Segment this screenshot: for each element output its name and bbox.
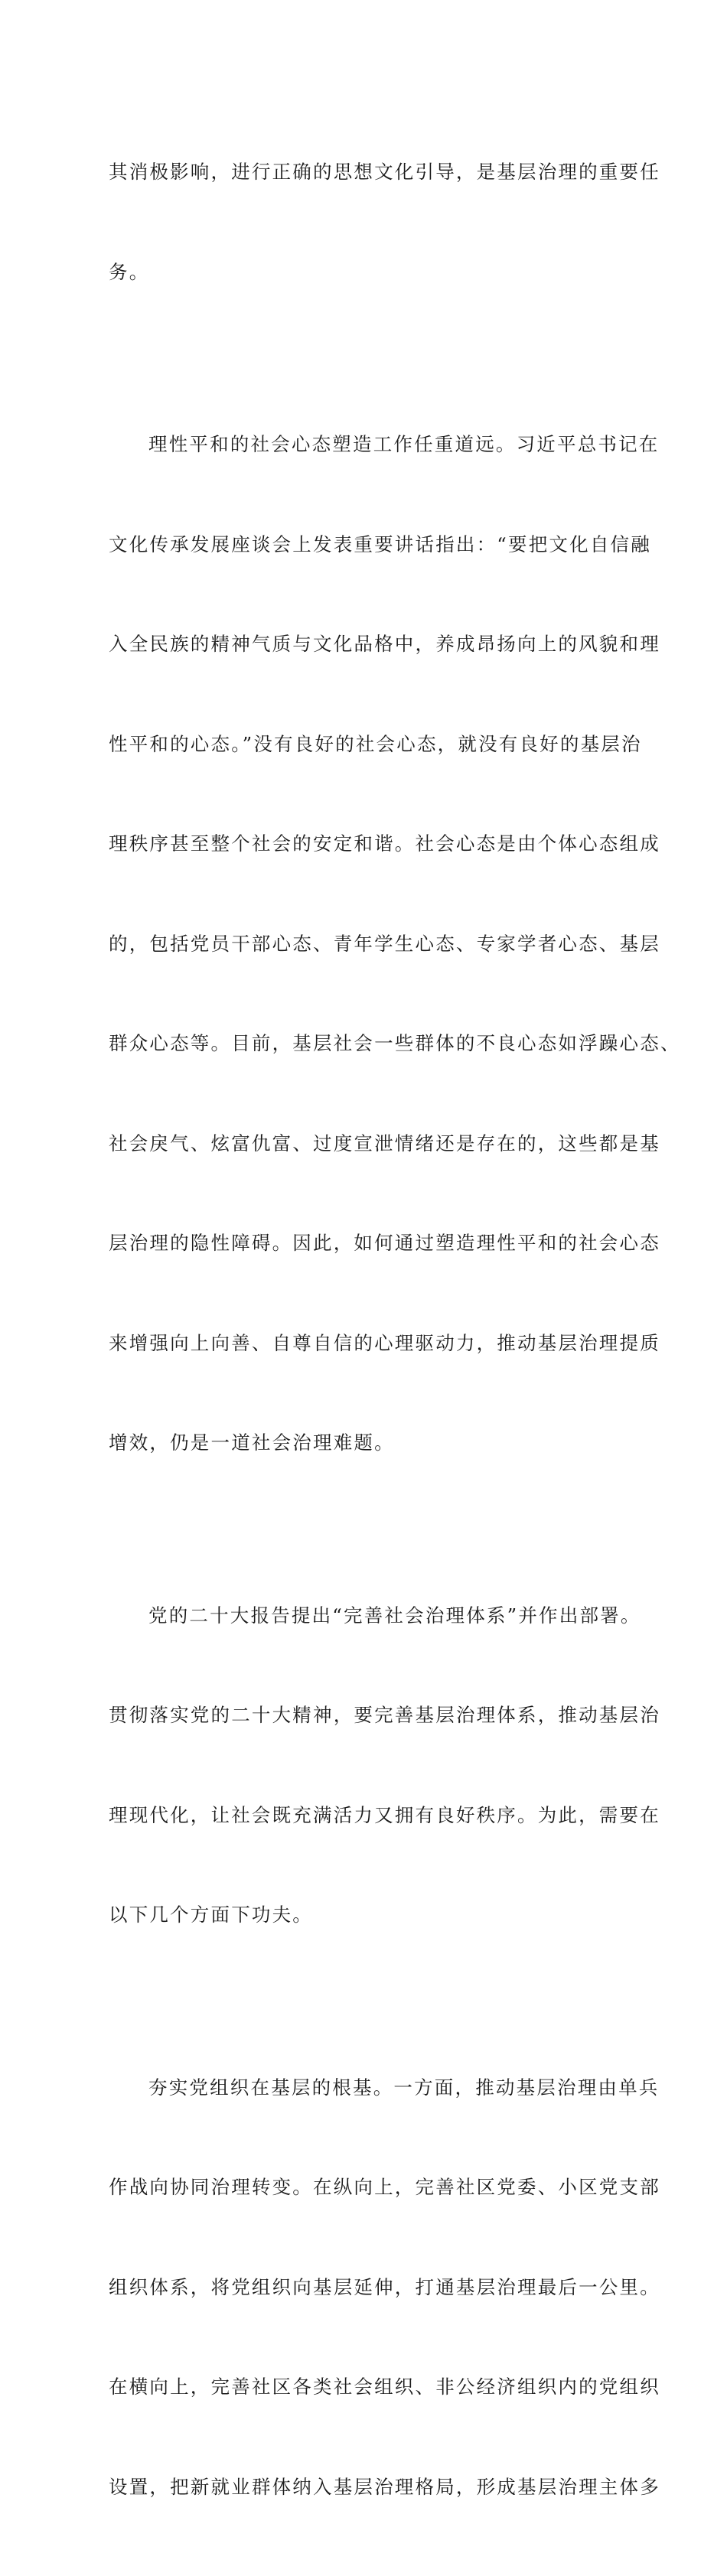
text-line: 层治理的隐性障碍。因此，如何通过塑造理性平和的社会心态 xyxy=(109,1232,660,1254)
text-line: 来增强向上向善、自尊自信的心理驱动力，推动基层治理提质 xyxy=(109,1331,660,1354)
text-line: 党的二十大报告提出“完善社会治理体系”并作出部署。 xyxy=(148,1604,641,1627)
text-line: 贯彻落实党的二十大精神，要完善基层治理体系，推动基层治 xyxy=(109,1704,660,1726)
text-line: 作战向协同治理转变。在纵向上，完善社区党委、小区党支部 xyxy=(109,2176,660,2198)
text-line: 文化传承发展座谈会上发表重要讲话指出：“要把文化自信融 xyxy=(109,532,651,555)
text-line: 组织体系，将党组织向基层延伸，打通基层治理最后一公里。 xyxy=(109,2275,660,2298)
text-line: 其消极影响，进行正确的思想文化引导，是基层治理的重要任 xyxy=(109,161,660,183)
text-line: 务。 xyxy=(109,260,150,283)
text-line: 性平和的心态。”没有良好的社会心态，就没有良好的基层治 xyxy=(109,732,642,755)
paragraph-3 xyxy=(109,1532,660,1998)
text-line: 理秩序甚至整个社会的安定和谐。社会心态是由个体心态组成 xyxy=(109,832,660,855)
paragraph-1 xyxy=(109,89,660,355)
text-line: 在横向上，完善社区各类社会组织、非公经济组织内的党组织 xyxy=(109,2376,660,2398)
text-line: 入全民族的精神气质与文化品格中，养成昂扬向上的风貌和理 xyxy=(109,633,660,655)
paragraph-2 xyxy=(109,361,681,1526)
text-line: 设置，把新就业群体纳入基层治理格局，形成基层治理主体多 xyxy=(109,2475,660,2498)
document-body xyxy=(109,89,681,2576)
text-line: 社会戾气、炫富仇富、过度宣泄情绪还是存在的，这些都是基 xyxy=(109,1132,660,1154)
text-line: 群众心态等。目前，基层社会一些群体的不良心态如浮躁心态、 xyxy=(109,1032,681,1054)
text-line: 的，包括党员干部心态、青年学生心态、专家学者心态、基层 xyxy=(109,932,660,955)
text-line: 以下几个方面下功夫。 xyxy=(109,1904,313,1926)
text-line: 理现代化，让社会既充满活力又拥有良好秩序。为此，需要在 xyxy=(109,1803,660,1826)
text-line: 增效，仍是一道社会治理难题。 xyxy=(109,1431,395,1454)
paragraph-4 xyxy=(109,2004,660,2571)
text-line: 理性平和的社会心态塑造工作任重道远。习近平总书记在 xyxy=(148,433,660,455)
text-line: 夯实党组织在基层的根基。一方面，推动基层治理由单兵 xyxy=(148,2076,660,2099)
